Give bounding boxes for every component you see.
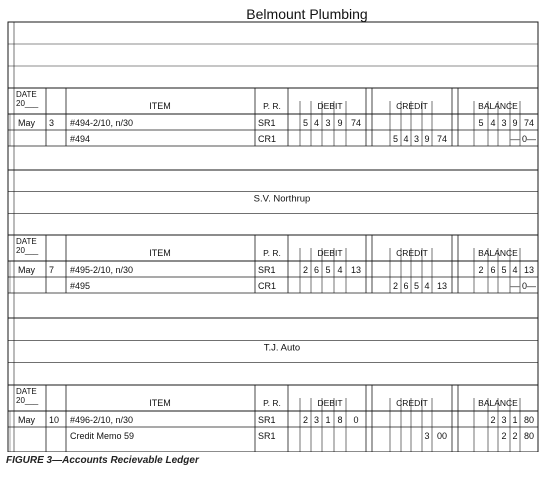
entry-item: Credit Memo 59 [70,431,135,441]
credit-digit: 6 [403,281,409,291]
account-name: S.V. Northrup [253,193,311,205]
credit-digit: 3 [413,134,420,144]
debit-header: DEBIT [317,398,343,408]
debit-digit: 5 [325,265,331,275]
debit-digit: 8 [337,415,343,425]
balance-digit: 9 [512,118,518,128]
entry-pr: CR1 [258,281,277,291]
debit-digit: 1 [325,415,331,425]
balance-digit: 0— [521,134,537,144]
credit-digit: 4 [403,134,409,144]
credit-digit: 2 [392,281,399,291]
date-header: DATE [16,387,37,396]
credit-digit: 5 [392,134,399,144]
balance-digit: 5 [501,265,507,275]
credit-digit: 4 [424,281,430,291]
date-header: DATE [16,237,37,246]
item-header: ITEM [149,398,171,408]
date-year-header: 20___ [16,246,39,255]
balance-digit: 13 [523,265,535,275]
debit-header: DEBIT [317,248,343,258]
company-title: Belmount Plumbing [246,6,368,22]
entry-pr: CR1 [258,134,277,144]
account-name: T.J. Auto [263,342,301,354]
credit-digit: 00 [436,431,448,441]
balance-digit: 4 [490,118,496,128]
entry-month: May [18,415,36,425]
pr-header: P. R. [263,101,281,111]
entry-item: #494 [70,134,91,144]
debit-digit: 0 [353,415,359,425]
pr-header: P. R. [263,248,281,258]
pr-header: P. R. [263,398,281,408]
debit-digit: 4 [313,118,320,128]
entry-item: #495 [70,281,91,291]
debit-digit: 74 [350,118,362,128]
balance-digit: 80 [523,431,535,441]
debit-digit: 4 [337,265,343,275]
credit-digit: 9 [424,134,430,144]
balance-digit: 3 [501,118,507,128]
date-header: DATE [16,90,37,99]
balance-digit: 2 [490,415,496,425]
debit-digit: 3 [313,415,320,425]
balance-digit: 2 [512,431,518,441]
ledger-frame [8,22,538,452]
balance-digit: 3 [501,415,507,425]
entry-day: 3 [49,118,55,128]
balance-digit: 0— [521,281,537,291]
balance-digit: 5 [478,118,484,128]
credit-digit: 3 [424,431,430,441]
entry-pr: SR1 [258,265,276,275]
balance-header: BALANCE [478,398,518,408]
credit-digit: 13 [436,281,448,291]
entry-day: 10 [49,415,60,425]
item-header: ITEM [149,248,171,258]
entry-item: #495-2/10, n/30 [70,265,134,275]
entry-month: May [18,118,36,128]
credit-header: CREDIT [396,101,428,111]
debit-digit: 6 [313,265,320,275]
debit-digit: 9 [337,118,343,128]
credit-digit: 5 [413,281,420,291]
balance-header: BALANCE [478,248,518,258]
item-header: ITEM [149,101,171,111]
debit-digit: 3 [325,118,331,128]
balance-digit: 6 [490,265,496,275]
date-year-header: 20___ [16,99,39,108]
balance-digit: 74 [523,118,535,128]
debit-digit: 2 [302,265,309,275]
debit-digit: 2 [302,415,309,425]
debit-header: DEBIT [317,101,343,111]
balance-digit: 80 [523,415,535,425]
credit-digit: 74 [436,134,448,144]
balance-digit: — [510,281,520,291]
entry-month: May [18,265,36,275]
balance-digit: 2 [501,431,507,441]
balance-digit: — [510,134,520,144]
balance-digit: 2 [478,265,484,275]
entry-pr: SR1 [258,118,276,128]
entry-pr: SR1 [258,431,276,441]
date-year-header: 20___ [16,396,39,405]
balance-header: BALANCE [478,101,518,111]
credit-header: CREDIT [396,248,428,258]
entry-day: 7 [49,265,55,275]
balance-digit: 4 [512,265,518,275]
figure-caption: FIGURE 3—Accounts Recievable Ledger [6,455,199,466]
entry-item: #494-2/10, n/30 [70,118,134,128]
entry-item: #496-2/10, n/30 [70,415,134,425]
balance-digit: 1 [512,415,518,425]
debit-digit: 13 [350,265,362,275]
credit-header: CREDIT [396,398,428,408]
debit-digit: 5 [302,118,309,128]
entry-pr: SR1 [258,415,276,425]
